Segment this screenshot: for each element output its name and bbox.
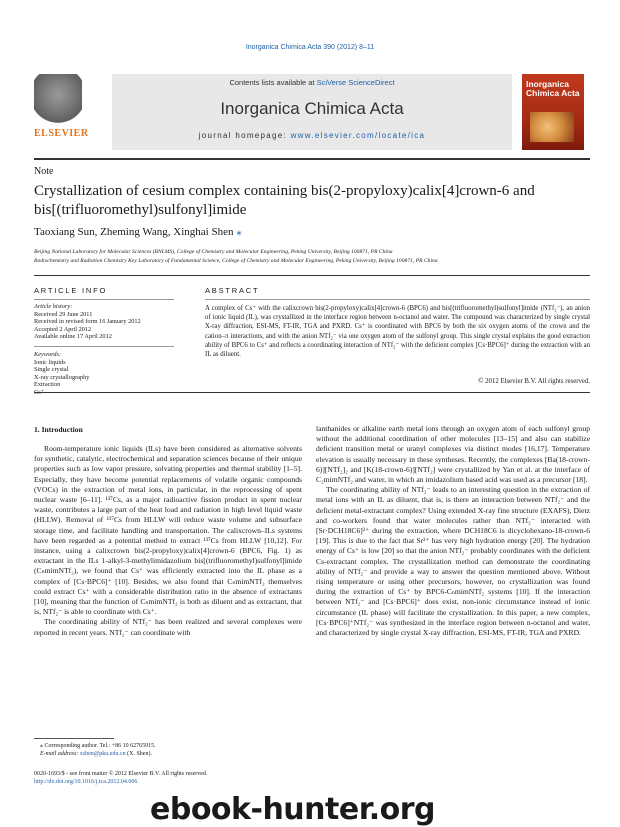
homepage-line: journal homepage: www.elsevier.com/locate/ica [198,131,426,140]
paragraph: Room-temperature ionic liquids (ILs) have been considered as alternative solvents for synthetic, catalytic, electrochemical and separation sciences because of their unique properties such as low vapor pressure, solvating properties and thermal stability [1–5]. Especially, they have become potential replacements of volatile organic compounds (VOCs) in the extraction of metal ions, in particular, in the reprocessing of spent nuclear waste [6–11]. ¹³⁷Cs, as a major radioactive fission product in spent nuclear waste, contributes a large part of the heat load and radiation in high level liquid waste (HLLW). Removal of ¹³⁷Cs from HLLW will reduce waste volume and subsurface storage time, and facilitate handling and transportation. The calixcrown–ILs systems have been regarded as a potential method to extract ¹³⁷Cs from HLLW [10,12]. For instance, using a calixcrown bis(2-propyloxy)calix[4]crown-6 (BPC6, Fig. 1) as extractant in the ILs 1-alkyl-3-methylimidazolium bis[(trifluoromethyl)sulfonyl]imide (CₙmimNTf₂), we found that Cs⁺ was efficiently extracted into the IL phase as a complex of [Cs·BPC6]⁺ [10]. Besides, we also found that CₙmimNTf₂ themselves could extract Cs⁺ with a considerable distribution ratio in the absence of extractants [10], meaning that the function of CₙmimNTf₂ is both as diluent and as extractant, that is, NTf₂⁻ is able to coordinate with Cs⁺. [34,444,302,617]
contents-line: Contents lists available at SciVerse ScienceDirect [229,78,395,87]
keywords-list [34,351,174,397]
journal-banner [112,74,512,150]
author-list: Taoxiang Sun, Zheming Wang, Xinghai Shen ⁎ [34,226,242,238]
affiliation-1: Beijing National Laboratory for Molecular Sciences (BNLMS), College of Chemistry and Molecular Engineering, Peking University, Beijing 100871, PR China [34,249,393,255]
keywords-rule [34,346,174,347]
header-divider [34,158,590,160]
keyword: X-ray crystallography [34,373,90,381]
abstract-divider [34,392,590,393]
publication-footer [34,770,334,786]
history-item: Received 29 June 2011 [34,310,93,318]
right-column-text [316,424,590,638]
journal-cover-thumbnail [522,74,584,150]
journal-header [34,70,590,156]
keyword: Single crystal [34,366,69,374]
doi-link[interactable]: http://dx.doi.org/10.1016/j.ica.2012.04.006 [34,779,138,785]
cover-image [530,112,574,142]
watermark: ebook-hunter.org [150,792,435,827]
history-label: Article history: [34,303,73,310]
corresponding-author-mark[interactable]: ⁎ [236,226,242,238]
history-item: Available online 17 April 2012 [34,333,112,341]
paragraph: lanthanides or alkaline earth metal ions through an oxygen atom of each sulfonyl group without the additional coordination of other molecules [13–15] and also can stabilize deficient transition metal or uranyl complexes via distinct modes [16,17]. Temperature elevation is usually necessary in these syntheses. Recently, the complexes [Ba(18-crown-6)][NTf₂]₂ and [K(18-crown-6)][NTf₂] were crystallized by Yan et al. at the interface of C₂mimNTf₂ and water, in which an imidazolium based acid was used as a precursor [18]. [316,424,590,485]
elsevier-wordmark: ELSEVIER [34,128,89,139]
journal-title: Inorganica Chimica Acta [220,99,404,118]
cover-title: Inorganica Chimica Acta [526,79,580,98]
keyword: Extraction [34,381,61,389]
article-title: Crystallization of cesium complex containing bis(2-propyloxy)calix[4]crown-6 and bis[(trifluoromethyl)sulfonyl]imide [34,183,535,218]
history-item: Accepted 2 April 2012 [34,325,92,333]
affiliation-2: Radiochemistry and Radiation Chemistry Key Laboratory of Fundamental Science, College of Chemistry and Molecular Engineering, Peking University, Beijing 100871, PR China [34,258,438,264]
keyword: Ionic liquids [34,358,66,366]
issn-line: 0020-1693/$ - see front matter © 2012 Elsevier B.V. All rights reserved. [34,771,208,777]
elsevier-tree-icon [34,74,82,126]
elsevier-logo [34,74,89,150]
article-history [34,303,174,341]
history-item: Received in revised form 16 January 2012 [34,318,141,326]
author-email-link[interactable]: xshen@pku.edu.cn [79,751,126,757]
abstract-text: A complex of Cs⁺ with the calixcrown bis(2-propyloxy)calix[4]crown-6 (BPC6) and bis[(trifluoromethyl)sulfonyl]imide (NTf₂⁻), an anion of ionic liquid (IL), was crystallized in the interface region between n-octanol and water. The compound was characterized by single crystal X-ray diffraction, ESI-MS, FT-IR, TGA and PXRD. Cs⁺ is coordinated with BPC6 by both the six oxygen atoms of the crown and the cation–π interactions, and with the anion NTf₂⁻ via one oxygen atom of the sulfonyl group. This single crystal explains the good extraction ability of BPC6 to Cs⁺ and reflects a coordinating interaction of NTf₂⁻ with the deficient complex [Cs·BPC6]⁺ during the extraction with an IL as diluent. [205,305,590,359]
journal-reference[interactable]: Inorganica Chimica Acta 390 (2012) 8–11 [245,44,375,51]
abstract-heading: ABSTRACT [205,286,260,295]
keyword: Cs⁺ [34,388,44,396]
corresponding-author-note: ⁎ Corresponding author. Tel.: +86 10 62765915. [40,743,156,749]
paragraph: The coordinating ability of NTf₂⁻ leads to an interesting question in the extraction of metal ions with an IL as diluent, that is, is there an interaction between NTf₂⁻ and the deficient metal-extractant complex? Using extended X-ray fine structure (EXAFS), Dietz and co-workers found that water molecules rather than NTf₂⁻ interacted with [Sr·DCH18C6]²⁺ during the extraction, where DCH18C6 is dicyclohexano-18-crown-6 [19]. This is due to the fact that Sr²⁺ has very high hydration energy [20]. The hydration energy of Cs⁺ is low [20] so that the anion NTf₂⁻ probably coordinates with the deficient Cs-extractant complex. The crystallization method can demonstrate the coordinating ability of NTf₂⁻ and provide a way to answer the question mentioned above. Without rising temperature or using other precursors, however, no crystallization was found during the extraction of Cs⁺ by BPC6-CₙmimNTf₂ systems [10]. If the interaction between NTf₂⁻ and [Cs·BPC6]⁺ does exist, non-ionic circumstance instead of ionic circumstance (IL phase) will facilitate the crystallization. In this paper, a new complex, [Cs·BPC6]⁺NTf₂⁻ was synthesized in the interface region between n-octanol and water, and characterized by single crystal X-ray diffraction, ESI-MS, FT-IR, TGA and PXRD. [316,485,590,638]
sciencedirect-link[interactable]: SciVerse ScienceDirect [316,78,395,87]
keywords-label: Keywords: [34,351,62,358]
left-column-text [34,444,302,638]
footnote: ⁎ Corresponding author. Tel.: +86 10 62765915. E-mail address: xshen@pku.edu.cn (X. Shen). [40,743,156,757]
homepage-link[interactable]: www.elsevier.com/locate/ica [290,131,426,140]
article-info-heading: ARTICLE INFO [34,286,108,295]
footnote-rule [34,738,114,739]
affiliation-divider [34,275,590,276]
paragraph: The coordinating ability of NTf₂⁻ has been realized and several complexes were reported in recent years. NTf₂⁻ can coordinate with [34,617,302,637]
section-heading-introduction: 1. Introduction [34,425,83,434]
article-info-rule [34,299,174,300]
article-type: Note [34,166,54,177]
abstract-rule [205,299,590,300]
copyright: © 2012 Elsevier B.V. All rights reserved. [478,378,590,385]
